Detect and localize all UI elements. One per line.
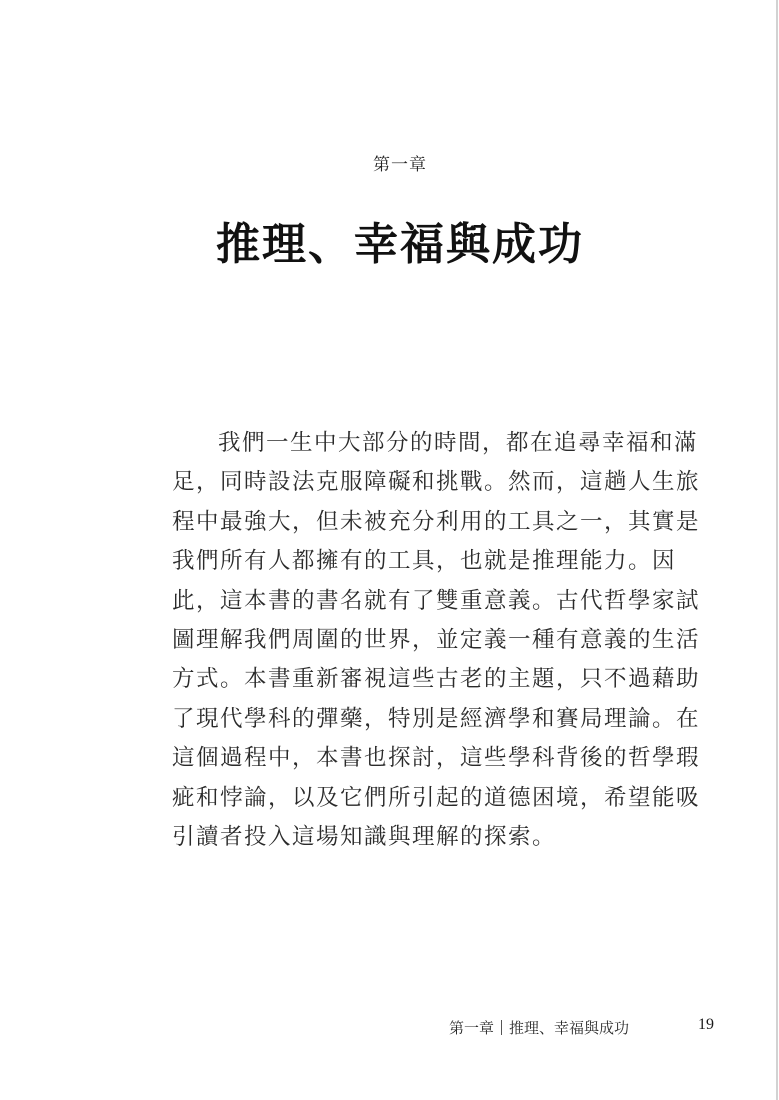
paragraph-line: 我們所有人都擁有的工具，也就是推理能力。因: [172, 548, 677, 575]
paragraph-line: 我們一生中大部分的時間，都在追尋幸福和滿: [218, 430, 699, 456]
paragraph-line: 了現代學科的彈藥，特別是經濟學和賽局理論。在: [172, 705, 701, 732]
running-head-title: 推理、幸福與成功: [508, 1019, 629, 1037]
chapter-label: 第一章: [373, 155, 427, 175]
paragraph-line: 足，同時設法克服障礙和挑戰。然而，這趟人生旅: [172, 469, 701, 496]
paragraph-line: 此，這本書的書名就有了雙重意義。古代哲學家試: [172, 587, 701, 614]
paragraph-line: 圖理解我們周圍的世界，並定義一種有意義的生活: [172, 626, 701, 653]
paragraph-line: 引讀者投入這場知識與理解的探索。: [172, 823, 557, 850]
chapter-title: 推理、幸福與成功: [216, 219, 584, 270]
paragraph-line: 方式。本書重新審視這些古老的主題，只不過藉助: [172, 666, 701, 693]
page-number: 19: [698, 1016, 714, 1033]
running-head-separator: [501, 1020, 502, 1035]
paragraph-line: 這個過程中，本書也探討，這些學科背後的哲學瑕: [172, 745, 701, 772]
paragraph-line: 疵和悖論，以及它們所引起的道德困境，希望能吸: [172, 784, 701, 811]
page-footer: [0, 1017, 779, 1041]
body-paragraph: [172, 424, 701, 857]
paragraph-line: 程中最強大，但未被充分利用的工具之一，其實是: [172, 508, 701, 535]
running-head: [449, 1017, 629, 1038]
running-head-chapter: 第一章: [448, 1019, 494, 1037]
